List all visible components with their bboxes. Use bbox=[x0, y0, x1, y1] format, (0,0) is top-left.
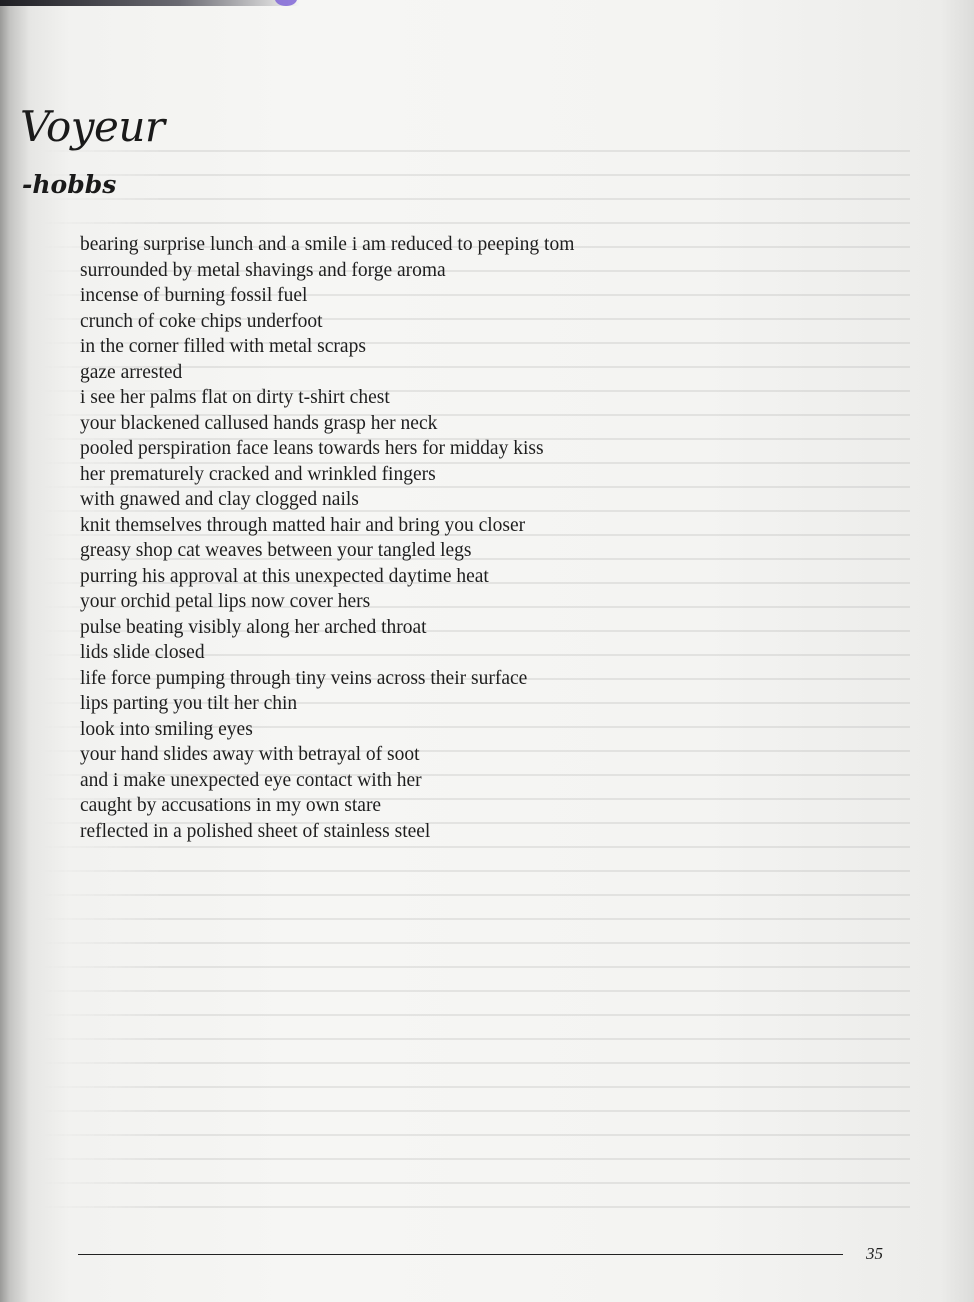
poem-line: with gnawed and clay clogged nails bbox=[80, 489, 359, 510]
poem-line: in the corner filled with metal scraps bbox=[80, 336, 366, 357]
page-edge-shadow bbox=[0, 0, 300, 6]
poem-line: greasy shop cat weaves between your tangled legs bbox=[80, 540, 472, 561]
poem-line: reflected in a polished sheet of stainless steel bbox=[80, 820, 431, 842]
poem-line: i see her palms flat on dirty t-shirt chest bbox=[80, 387, 390, 408]
poem-line: your hand slides away with betrayal of soot bbox=[80, 744, 420, 765]
poem-line: caught by accusations in my own stare bbox=[80, 795, 382, 816]
poem-line: knit themselves through matted hair and bring you closer bbox=[80, 514, 526, 536]
poem-author: -hobbs bbox=[22, 170, 117, 199]
poem-line: her prematurely cracked and wrinkled fingers bbox=[80, 463, 436, 485]
poem-line: bearing surprise lunch and a smile i am reduced to peeping tom bbox=[80, 234, 575, 255]
poem-line: your blackened callused hands grasp her neck bbox=[80, 412, 438, 434]
poem-line: surrounded by metal shavings and forge aroma bbox=[80, 259, 446, 281]
poem-line: purring his approval at this unexpected daytime heat bbox=[80, 565, 489, 587]
footer-rule bbox=[78, 1254, 843, 1255]
poem-line: crunch of coke chips underfoot bbox=[80, 310, 323, 332]
poem-line: lips parting you tilt her chin bbox=[80, 693, 298, 714]
poem-line: gaze arrested bbox=[80, 361, 183, 383]
poem-line: incense of burning fossil fuel bbox=[80, 285, 308, 306]
poem-line: look into smiling eyes bbox=[80, 718, 253, 740]
poem-line: and i make unexpected eye contact with her bbox=[80, 769, 422, 791]
poem-line: pulse beating visibly along her arched throat bbox=[80, 616, 427, 638]
poem-body bbox=[80, 232, 574, 844]
poem-line: your orchid petal lips now cover hers bbox=[80, 591, 371, 612]
poem-line: life force pumping through tiny veins across their surface bbox=[80, 667, 528, 689]
page-number: 35 bbox=[866, 1244, 883, 1263]
poem-line: lids slide closed bbox=[80, 642, 205, 663]
poem-line: pooled perspiration face leans towards hers for midday kiss bbox=[80, 438, 544, 459]
poem-title: Voyeur bbox=[20, 102, 165, 151]
